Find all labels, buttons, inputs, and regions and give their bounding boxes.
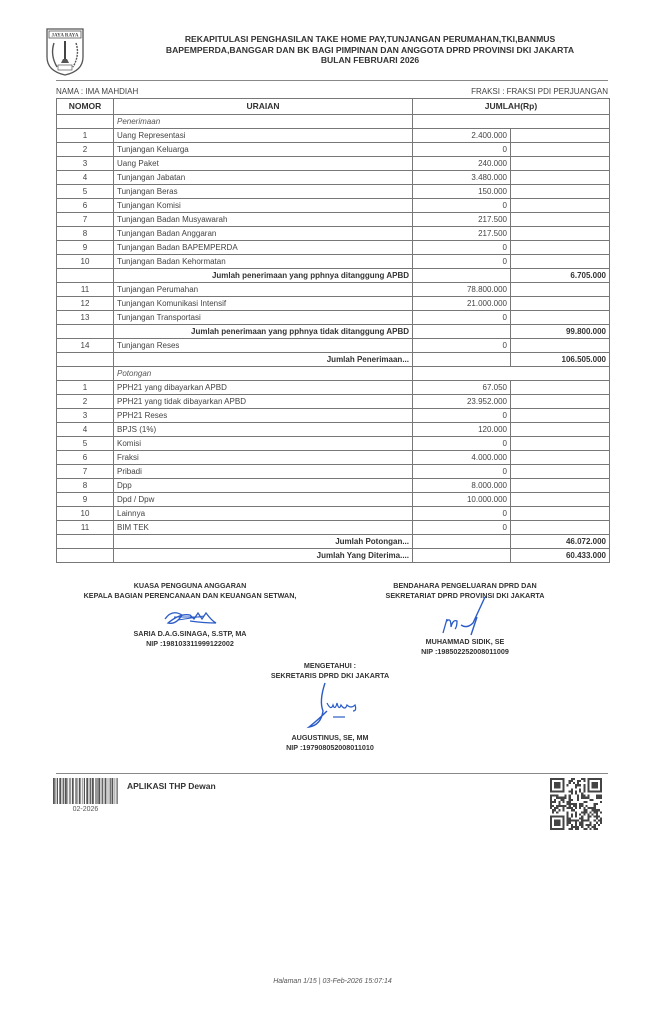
subtotal-amount: 106.505.000 bbox=[511, 353, 610, 367]
row-amount: 217.500 bbox=[413, 227, 511, 241]
subtotal-row-apbd bbox=[57, 269, 610, 283]
row-amount: 21.000.000 bbox=[413, 297, 511, 311]
table-row bbox=[57, 157, 610, 171]
row-number: 5 bbox=[57, 437, 114, 451]
row-subtotal-cell bbox=[511, 171, 610, 185]
row-amount: 0 bbox=[413, 465, 511, 479]
title-line-3: BULAN FEBRUARI 2026 bbox=[320, 55, 420, 65]
table-row bbox=[57, 409, 610, 423]
row-description: PPH21 yang tidak dibayarkan APBD bbox=[114, 395, 413, 409]
header-jumlah: JUMLAH(Rp) bbox=[413, 99, 610, 115]
row-number: 14 bbox=[57, 339, 114, 353]
row-subtotal-cell bbox=[511, 129, 610, 143]
row-subtotal-cell bbox=[511, 437, 610, 451]
row-amount: 0 bbox=[413, 437, 511, 451]
row-description: Tunjangan Jabatan bbox=[114, 171, 413, 185]
row-amount: 240.000 bbox=[413, 157, 511, 171]
row-number: 1 bbox=[57, 381, 114, 395]
jakarta-coat-of-arms-icon bbox=[45, 27, 85, 77]
header-uraian: URAIAN bbox=[114, 99, 413, 115]
header-divider bbox=[56, 80, 608, 81]
row-amount: 23.952.000 bbox=[413, 395, 511, 409]
subtotal-label: Jumlah Penerimaan... bbox=[114, 353, 413, 367]
row-description: PPH21 Reses bbox=[114, 409, 413, 423]
application-name: APLIKASI THP Dewan bbox=[127, 781, 216, 791]
total-potongan-row bbox=[57, 535, 610, 549]
row-amount: 0 bbox=[413, 521, 511, 535]
row-number: 3 bbox=[57, 409, 114, 423]
row-number: 12 bbox=[57, 297, 114, 311]
table-row bbox=[57, 283, 610, 297]
table-row bbox=[57, 381, 610, 395]
subtotal-label: Jumlah penerimaan yang pphnya ditanggung APBD bbox=[114, 269, 413, 283]
row-number: 8 bbox=[57, 227, 114, 241]
table-row bbox=[57, 465, 610, 479]
employee-name: NAMA : IMA MAHDIAH bbox=[56, 87, 139, 96]
row-description: Fraksi bbox=[114, 451, 413, 465]
row-subtotal-cell bbox=[511, 395, 610, 409]
table-row bbox=[57, 227, 610, 241]
row-subtotal-cell bbox=[511, 465, 610, 479]
faction-name: FRAKSI : FRAKSI PDI PERJUANGAN bbox=[471, 87, 608, 96]
row-amount: 0 bbox=[413, 409, 511, 423]
subtotal-label: Jumlah penerimaan yang pphnya tidak ditanggung APBD bbox=[114, 325, 413, 339]
subtotal-row-non-apbd bbox=[57, 325, 610, 339]
row-number: 1 bbox=[57, 129, 114, 143]
row-amount: 8.000.000 bbox=[413, 479, 511, 493]
row-description: Tunjangan Komisi bbox=[114, 199, 413, 213]
row-subtotal-cell bbox=[511, 213, 610, 227]
signer-title: KUASA PENGGUNA ANGGARAN bbox=[133, 581, 247, 590]
table-header-row bbox=[57, 99, 610, 115]
section-row-penerimaan bbox=[57, 115, 610, 129]
row-subtotal-cell bbox=[511, 297, 610, 311]
row-amount: 0 bbox=[413, 339, 511, 353]
row-number: 11 bbox=[57, 283, 114, 297]
row-description: Pribadi bbox=[114, 465, 413, 479]
row-subtotal-cell bbox=[511, 199, 610, 213]
subtotal-label: Jumlah Yang Diterima.... bbox=[114, 549, 413, 563]
row-subtotal-cell bbox=[511, 157, 610, 171]
row-amount: 0 bbox=[413, 255, 511, 269]
row-subtotal-cell bbox=[511, 311, 610, 325]
table-row bbox=[57, 213, 610, 227]
row-amount: 2.400.000 bbox=[413, 129, 511, 143]
signer-position: SEKRETARIS DPRD DKI JAKARTA bbox=[270, 671, 390, 680]
row-description: Uang Representasi bbox=[114, 129, 413, 143]
table-body bbox=[57, 115, 610, 563]
table-row bbox=[57, 507, 610, 521]
row-description: Tunjangan Badan Musyawarah bbox=[114, 213, 413, 227]
signer-title: MENGETAHUI : bbox=[303, 661, 357, 670]
table-row bbox=[57, 129, 610, 143]
row-subtotal-cell bbox=[511, 493, 610, 507]
row-description: Tunjangan Reses bbox=[114, 339, 413, 353]
row-amount: 10.000.000 bbox=[413, 493, 511, 507]
row-description: Lainnya bbox=[114, 507, 413, 521]
row-description: Uang Paket bbox=[114, 157, 413, 171]
barcode-icon bbox=[53, 778, 118, 804]
row-number: 4 bbox=[57, 171, 114, 185]
row-description: Tunjangan Keluarga bbox=[114, 143, 413, 157]
subtotal-amount: 99.800.000 bbox=[511, 325, 610, 339]
qr-code-icon bbox=[550, 778, 602, 830]
signature-block-right bbox=[345, 581, 585, 657]
row-number: 10 bbox=[57, 255, 114, 269]
signature-block-center bbox=[230, 661, 430, 753]
table-row bbox=[57, 437, 610, 451]
row-number: 7 bbox=[57, 465, 114, 479]
signer-nip: NIP :198103311999122002 bbox=[146, 639, 234, 648]
total-penerimaan-row bbox=[57, 353, 610, 367]
row-description: Tunjangan Beras bbox=[114, 185, 413, 199]
row-subtotal-cell bbox=[511, 185, 610, 199]
row-amount: 0 bbox=[413, 241, 511, 255]
table-row bbox=[57, 493, 610, 507]
signer-name: SARIA D.A.G.SINAGA, S.STP, MA bbox=[133, 629, 247, 638]
row-amount: 217.500 bbox=[413, 213, 511, 227]
table-row bbox=[57, 297, 610, 311]
subtotal-label: Jumlah Potongan... bbox=[114, 535, 413, 549]
signature-center-icon bbox=[295, 681, 365, 733]
document-title bbox=[100, 34, 640, 66]
signature-left-icon bbox=[160, 605, 220, 629]
signer-nip: NIP :197908052008011010 bbox=[286, 743, 374, 752]
subtotal-amount: 6.705.000 bbox=[511, 269, 610, 283]
table-row bbox=[57, 521, 610, 535]
table-row bbox=[57, 171, 610, 185]
row-subtotal-cell bbox=[511, 227, 610, 241]
header-nomor: NOMOR bbox=[57, 99, 114, 115]
signer-position: KEPALA BAGIAN PERENCANAAN DAN KEUANGAN SETWAN, bbox=[83, 591, 297, 600]
row-number: 8 bbox=[57, 479, 114, 493]
section-label: Penerimaan bbox=[114, 115, 413, 129]
row-number: 11 bbox=[57, 521, 114, 535]
row-subtotal-cell bbox=[511, 451, 610, 465]
row-description: Tunjangan Transportasi bbox=[114, 311, 413, 325]
row-number: 7 bbox=[57, 213, 114, 227]
row-amount: 78.800.000 bbox=[413, 283, 511, 297]
signer-name: MUHAMMAD SIDIK, SE bbox=[425, 637, 505, 646]
table-row bbox=[57, 339, 610, 353]
title-line-1: REKAPITULASI PENGHASILAN TAKE HOME PAY,TUNJANGAN PERUMAHAN,TKI,BANMUS bbox=[184, 34, 556, 44]
row-description: BIM TEK bbox=[114, 521, 413, 535]
row-number: 13 bbox=[57, 311, 114, 325]
table-row bbox=[57, 451, 610, 465]
row-number: 2 bbox=[57, 143, 114, 157]
total-diterima-row bbox=[57, 549, 610, 563]
row-number: 4 bbox=[57, 423, 114, 437]
row-description: Tunjangan Komunikasi Intensif bbox=[114, 297, 413, 311]
table-row bbox=[57, 143, 610, 157]
table-row bbox=[57, 479, 610, 493]
row-description: Tunjangan Badan Kehormatan bbox=[114, 255, 413, 269]
subtotal-amount: 60.433.000 bbox=[511, 549, 610, 563]
svg-text:JAYA RAYA: JAYA RAYA bbox=[51, 33, 79, 39]
table-row bbox=[57, 199, 610, 213]
signer-title: BENDAHARA PENGELUARAN DPRD DAN bbox=[393, 581, 537, 590]
row-number: 9 bbox=[57, 493, 114, 507]
table-row bbox=[57, 395, 610, 409]
subtotal-amount: 46.072.000 bbox=[511, 535, 610, 549]
row-amount: 120.000 bbox=[413, 423, 511, 437]
row-amount: 0 bbox=[413, 507, 511, 521]
row-amount: 3.480.000 bbox=[413, 171, 511, 185]
row-description: Dpd / Dpw bbox=[114, 493, 413, 507]
table-row bbox=[57, 311, 610, 325]
row-description: Tunjangan Badan BAPEMPERDA bbox=[114, 241, 413, 255]
table-row bbox=[57, 241, 610, 255]
barcode-label: 02-2026 bbox=[72, 806, 99, 813]
row-subtotal-cell bbox=[511, 255, 610, 269]
row-subtotal-cell bbox=[511, 507, 610, 521]
row-description: Tunjangan Badan Anggaran bbox=[114, 227, 413, 241]
row-subtotal-cell bbox=[511, 241, 610, 255]
row-subtotal-cell bbox=[511, 143, 610, 157]
income-table bbox=[56, 98, 610, 563]
row-subtotal-cell bbox=[511, 423, 610, 437]
row-description: Tunjangan Perumahan bbox=[114, 283, 413, 297]
row-amount: 0 bbox=[413, 199, 511, 213]
table-row bbox=[57, 255, 610, 269]
row-subtotal-cell bbox=[511, 381, 610, 395]
row-subtotal-cell bbox=[511, 283, 610, 297]
row-description: BPJS (1%) bbox=[114, 423, 413, 437]
row-number: 3 bbox=[57, 157, 114, 171]
signer-nip: NIP :198502252008011009 bbox=[421, 647, 509, 656]
row-number: 6 bbox=[57, 199, 114, 213]
signature-right-icon bbox=[435, 595, 495, 637]
row-description: PPH21 yang dibayarkan APBD bbox=[114, 381, 413, 395]
row-amount: 4.000.000 bbox=[413, 451, 511, 465]
section-row-potongan bbox=[57, 367, 610, 381]
title-line-2: BAPEMPERDA,BANGGAR DAN BK BAGI PIMPINAN DAN ANGGOTA DPRD PROVINSI DKI JAKARTA bbox=[165, 44, 575, 55]
row-number: 9 bbox=[57, 241, 114, 255]
row-subtotal-cell bbox=[511, 521, 610, 535]
footer-divider bbox=[56, 773, 608, 774]
row-subtotal-cell bbox=[511, 479, 610, 493]
row-number: 6 bbox=[57, 451, 114, 465]
section-label: Potongan bbox=[114, 367, 413, 381]
signature-block-left bbox=[40, 581, 340, 649]
row-description: Dpp bbox=[114, 479, 413, 493]
row-number: 10 bbox=[57, 507, 114, 521]
signer-name: AUGUSTINUS, SE, MM bbox=[291, 733, 369, 742]
row-amount: 67.050 bbox=[413, 381, 511, 395]
table-row bbox=[57, 423, 610, 437]
row-subtotal-cell bbox=[511, 409, 610, 423]
row-number: 2 bbox=[57, 395, 114, 409]
row-amount: 0 bbox=[413, 311, 511, 325]
row-subtotal-cell bbox=[511, 339, 610, 353]
table-row bbox=[57, 185, 610, 199]
row-number: 5 bbox=[57, 185, 114, 199]
row-amount: 150.000 bbox=[413, 185, 511, 199]
signer-position: SEKRETARIAT DPRD PROVINSI DKI JAKARTA bbox=[385, 591, 545, 600]
row-amount: 0 bbox=[413, 143, 511, 157]
row-description: Komisi bbox=[114, 437, 413, 451]
page-info: Halaman 1/15 | 03-Feb-2026 15:07:14 bbox=[273, 978, 392, 985]
